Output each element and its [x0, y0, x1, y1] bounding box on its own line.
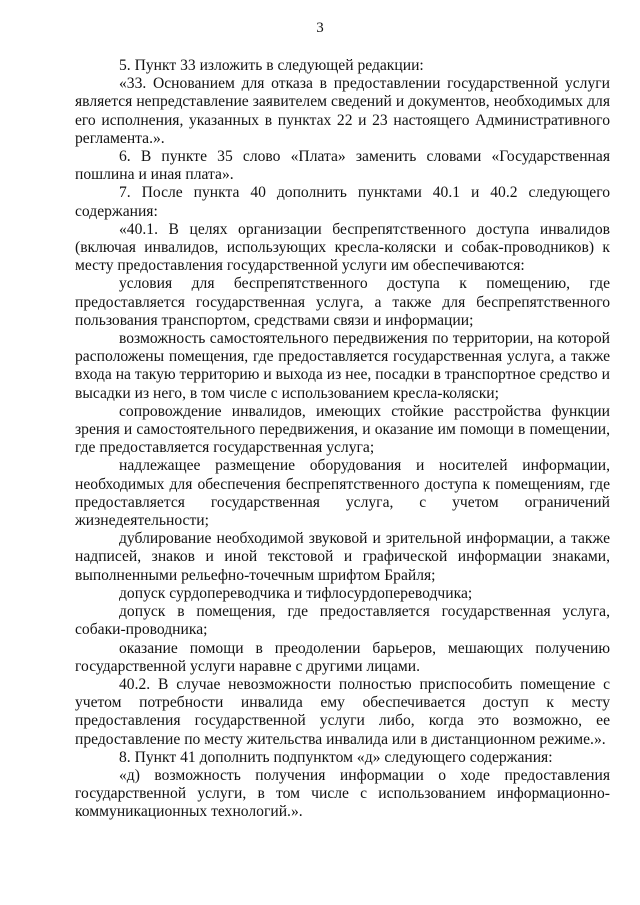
document-body	[75, 57, 610, 822]
paragraph-subitem-d: «д) возможность получения информации о ходе предоставления государственной услуги, в том числе с использованием информационно-коммуникационных технологий.».	[75, 766, 610, 821]
paragraph-movement: возможность самостоятельного передвижения по территории, на которой расположены помещения, где предоставляется государственная услуга, а также входа на такую территорию и выхода из нее, посадки в транспортное средство и высадки из него, в том числе с использованием кресла-коляски;	[75, 330, 610, 402]
page-number: 3	[316, 20, 324, 36]
paragraph-equipment: надлежащее размещение оборудования и носителей информации, необходимых для обеспечения беспрепятственного доступа к помещениям, где предоставляется государственная услуга, с учетом ограничений жизнедеятельности;	[75, 457, 610, 530]
paragraph-item-8: 8. Пункт 41 дополнить подпунктом «д» следующего содержания:	[119, 748, 553, 766]
paragraph-interpreter: допуск сурдопереводчика и тифлосурдопереводчика;	[119, 584, 473, 602]
paragraph-duplication: дублирование необходимой звуковой и зрительной информации, а также надписей, знаков и иной текстовой и графической информации знаками, выполненными рельефно-точечным шрифтом Брайля;	[75, 530, 610, 584]
paragraph-clause-40-2: 40.2. В случае невозможности полностью приспособить помещение с учетом потребности инвалида ему обеспечивается доступ к месту предоставления государственной услуги либо, когда это возможно, ее предоставление по месту жительства инвалида или в дистанционном режиме.».	[75, 675, 610, 748]
paragraph-guide-dog: допуск в помещения, где предоставляется государственная услуга, собаки-проводника;	[75, 603, 610, 639]
paragraph-clause-40-1: «40.1. В целях организации беспрепятственного доступа инвалидов (включая инвалидов, использующих кресла-коляски и собак-проводников) к месту предоставления государственной услуги им обеспечиваются:	[75, 220, 610, 275]
paragraph-escort: сопровождение инвалидов, имеющих стойкие расстройства функции зрения и самостоятельного передвижения, и оказание им помощи в помещении, где предоставляется государственная услуга;	[75, 402, 610, 457]
paragraph-clause-33: «33. Основанием для отказа в предоставлении государственной услуги является непредставление заявителем сведений и документов, необходимых для его исполнения, указанных в пунктах 22 и 23 настоящего Административного регламента.».	[75, 75, 610, 147]
paragraph-item-5: 5. Пункт 33 изложить в следующей редакции:	[119, 57, 424, 74]
paragraph-barriers: оказание помощи в преодолении барьеров, мешающих получению государственной услуги наравне с другими лицами.	[75, 639, 610, 675]
paragraph-conditions-access: условия для беспрепятственного доступа к помещению, где предоставляется государственная услуга, а также для беспрепятственного пользования транспортом, средствами связи и информации;	[75, 275, 610, 329]
paragraph-item-6: 6. В пункте 35 слово «Плата» заменить словами «Государственная пошлина и иная плата».	[75, 148, 610, 184]
paragraph-item-7: 7. После пункта 40 дополнить пунктами 40.1 и 40.2 следующего содержания:	[75, 184, 610, 220]
